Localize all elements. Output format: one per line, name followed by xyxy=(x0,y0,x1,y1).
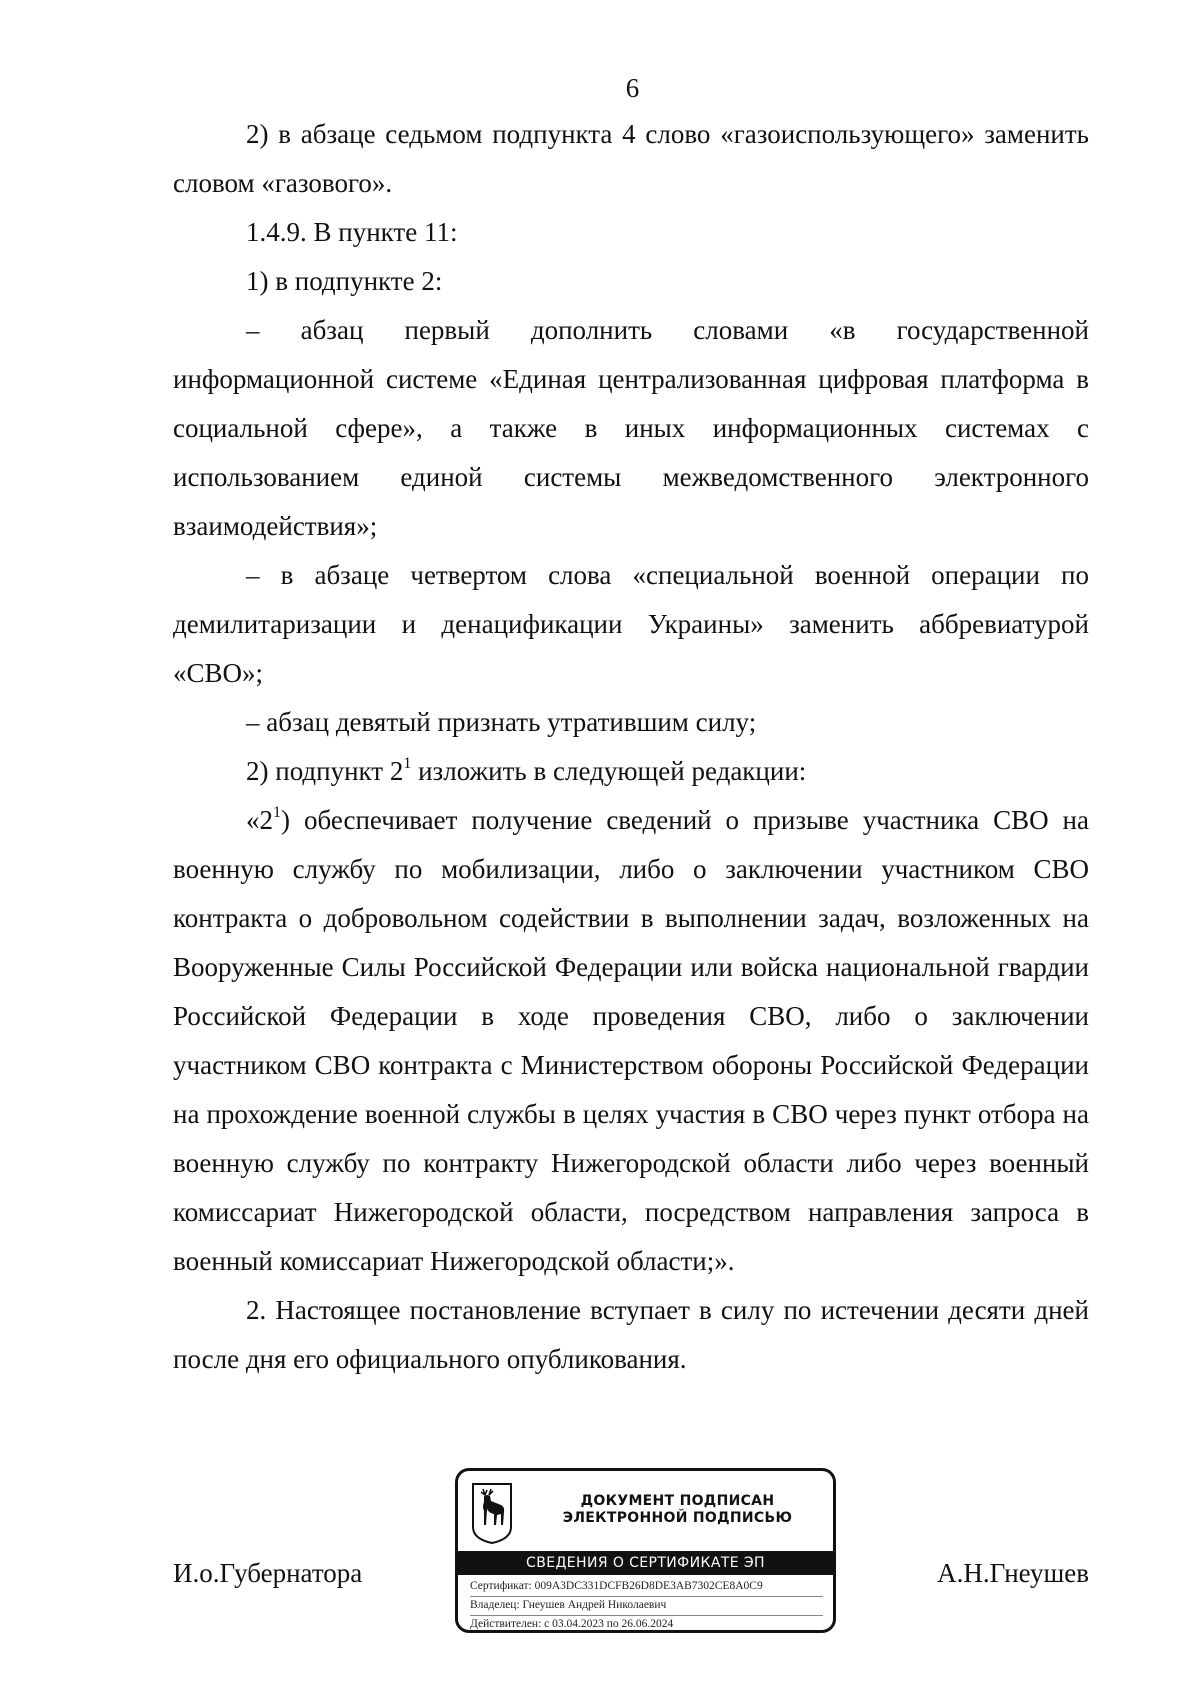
superscript: 1 xyxy=(273,804,281,821)
superscript: 1 xyxy=(403,755,412,772)
stamp-divider xyxy=(470,1615,823,1616)
text-part: ) обеспечивает получение сведений о призыве участника СВО на военную службу по мобилизации, либо о заключении участником СВО контракта о добровольном содействии в выполнении задач, возложенных на Вооруженные Силы Российской Федерации или войска национальной гвардии Российской Федерации в ходе проведения СВО, либо о заключении участником СВО контракта с Министерством обороны Российской Федерации на прохождение военной службы в целях участия в СВО через пункт отбора на военную службу по контракту Нижегородской области либо через военный комиссариат Нижегородской области, посредством направления запроса в военный комиссариат Нижегородской области;». xyxy=(173,805,1089,1276)
stamp-owner: Владелец: Гнеушев Андрей Николаевич xyxy=(470,1599,667,1611)
stamp-certificate-header: СВЕДЕНИЯ О СЕРТИФИКАТЕ ЭП xyxy=(458,1551,833,1575)
paragraph-quote xyxy=(173,796,1089,1286)
paragraph: 1.4.9. В пункте 11: xyxy=(246,217,458,247)
paragraph: 1) в подпункте 2: xyxy=(246,266,443,296)
paragraph: – абзац девятый признать утратившим силу; xyxy=(246,707,757,737)
text-part: 2) подпункт 2 xyxy=(246,756,404,786)
stamp-title-line: ДОКУМЕНТ ПОДПИСАН xyxy=(580,1493,775,1509)
electronic-signature-stamp xyxy=(455,1468,836,1633)
document-body xyxy=(173,110,1089,1384)
stamp-validity: Действителен: с 03.04.2023 по 26.06.2024 xyxy=(470,1618,674,1630)
signer-position: И.о.Губернатора xyxy=(173,1558,363,1588)
stamp-certificate: Сертификат: 009A3DC331DCFB26D8DE3AB7302CE8A0C9 xyxy=(470,1580,763,1592)
signer-name: А.Н.Гнеушев xyxy=(937,1558,1089,1588)
stamp-title xyxy=(528,1493,827,1527)
text-part: изложить в следующей редакции: xyxy=(411,756,807,786)
deer-emblem-icon xyxy=(470,1481,514,1545)
paragraph: – абзац первый дополнить словами «в государственной информационной системе «Единая централизованная цифровая платформа в социальной сфере», а также в иных информационных системах с использованием единой системы межведомственного электронного взаимодействия»; xyxy=(173,315,1089,541)
paragraph: 2) в абзаце седьмом подпункта 4 слово «газоиспользующего» заменить словом «газового». xyxy=(173,119,1089,198)
paragraph-subitem-2 xyxy=(173,747,1089,796)
page-number: 6 xyxy=(625,73,640,103)
stamp-details xyxy=(470,1577,827,1633)
stamp-divider xyxy=(470,1596,823,1597)
stamp-title-line: ЭЛЕКТРОННОЙ ПОДПИСЬЮ xyxy=(562,1510,793,1526)
paragraph-final: 2. Настоящее постановление вступает в силу по истечении десяти дней после дня его официального опубликования. xyxy=(173,1295,1089,1374)
paragraph: – в абзаце четвертом слова «специальной военной операции по демилитаризации и денацификации Украины» заменить аббревиатурой «СВО»; xyxy=(173,560,1089,688)
text-part: «2 xyxy=(246,805,273,835)
